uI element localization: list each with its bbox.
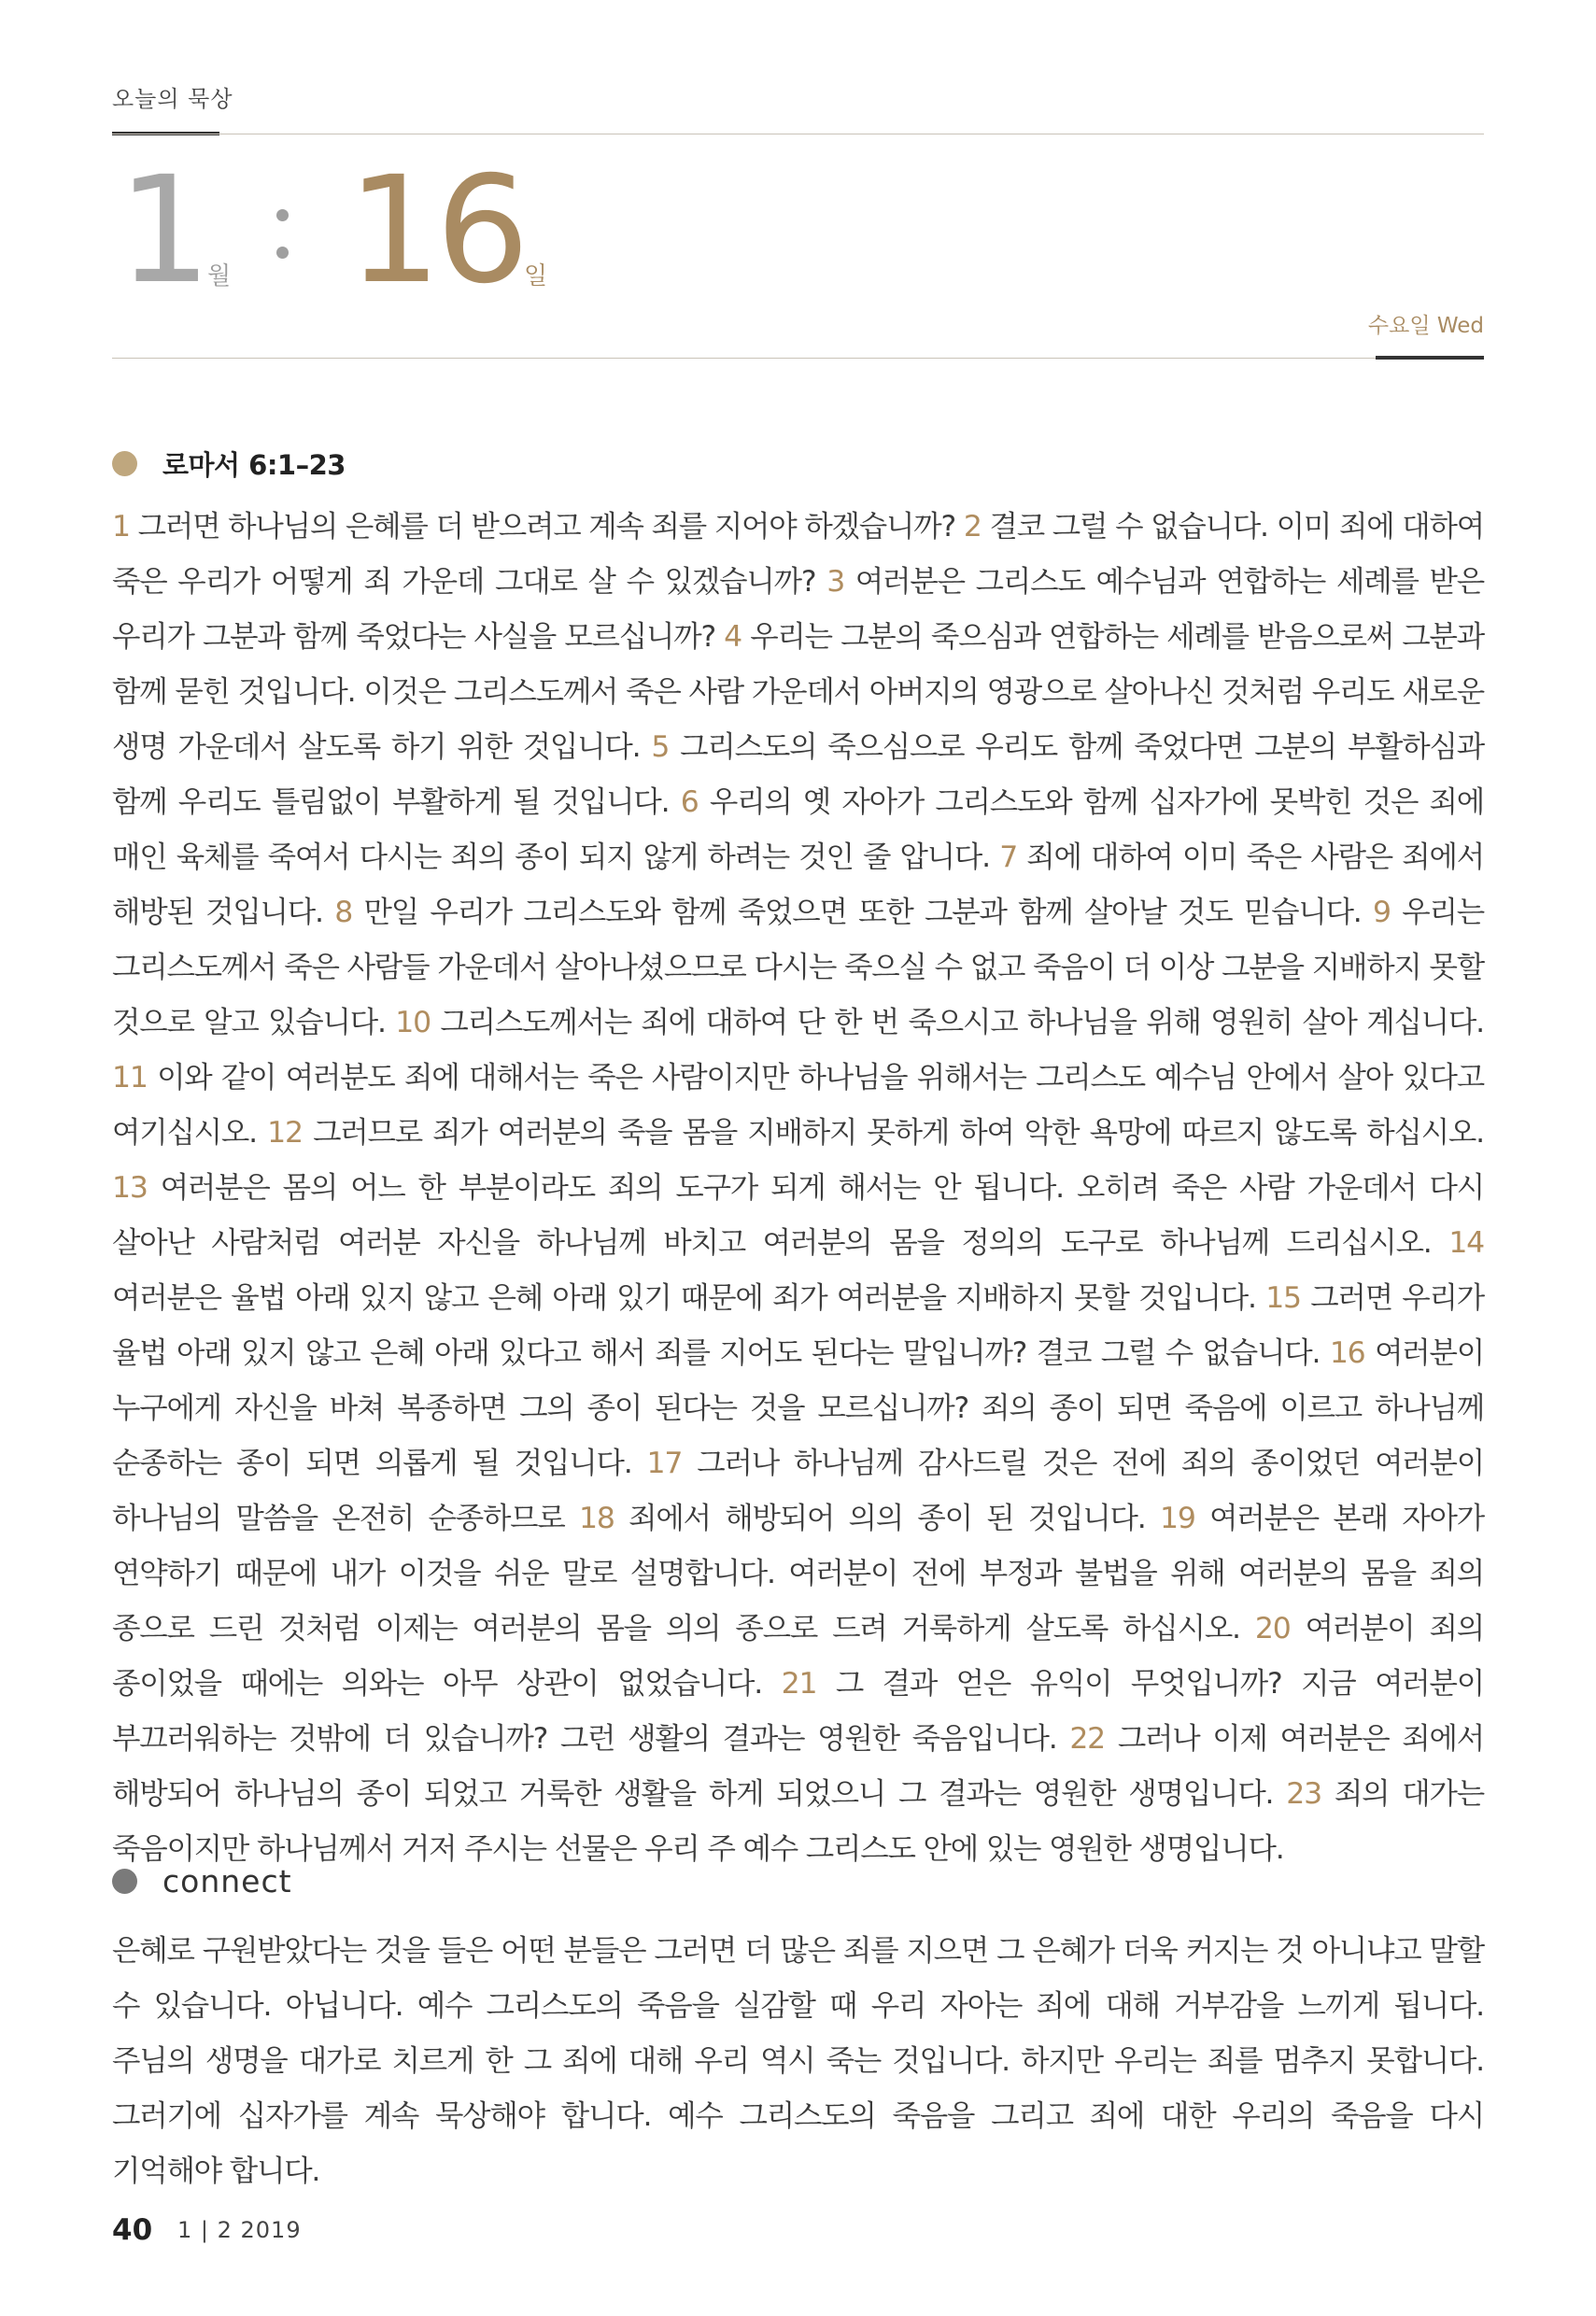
day-unit: 일 [524, 262, 548, 290]
verse-text: 여러분은 그리스도 예수님과 연합하는 세례를 받은 우리가 그분과 함께 죽었다는 사실을 모르십니까? [112, 565, 1484, 654]
day-number: 16 [347, 145, 525, 317]
verse-text: 여러분은 율법 아래 있지 않고 은혜 아래 있기 때문에 죄가 여러분을 지배하지 못할 것입니다. [112, 1281, 1256, 1315]
verse-number: 6 [680, 785, 699, 819]
verse-text: 그러나 하나님께 감사드릴 것은 전에 죄의 종이었던 여러분이 하나님의 말씀을 온전히 순종하므로 [112, 1447, 1484, 1535]
issue-label: 1 | 2 2019 [177, 2217, 302, 2243]
verse-number: 14 [1448, 1226, 1484, 1260]
scripture-bullet-icon [112, 451, 137, 476]
verse-number: 5 [651, 730, 670, 764]
verse-number: 12 [267, 1116, 303, 1150]
verse-text: 여러분은 몸의 어느 한 부분이라도 죄의 도구가 되게 해서는 안 됩니다. 오히려 죽은 사람 가운데서 다시 살아난 사람처럼 여러분 자신을 하나님께 바치고 여러분의 몸을 정의의 도구로 하나님께 드리십시오. [112, 1171, 1484, 1260]
verse-text: 우리는 그리스도께서 죽은 사람들 가운데서 살아나셨으므로 다시는 죽으실 수 없고 죽음이 더 이상 그분을 지배하지 못할 것으로 알고 있습니다. [112, 896, 1484, 1039]
page-number: 40 [112, 2213, 153, 2247]
verse-text: 여러분이 누구에게 자신을 바쳐 복종하면 그의 종이 된다는 것을 모르십니까? 죄의 종이 되면 죽음에 이르고 하나님께 순종하는 종이 되면 의롭게 될 것입니다. [112, 1336, 1484, 1480]
verse-number: 15 [1265, 1281, 1301, 1315]
verse-text: 그러면 하나님의 은혜를 더 받으려고 계속 죄를 지어야 하겠습니까? [137, 510, 955, 544]
verse-number: 11 [112, 1061, 148, 1094]
verse-number: 22 [1069, 1722, 1106, 1756]
verse-number: 19 [1160, 1502, 1195, 1535]
verse-number: 20 [1254, 1612, 1291, 1645]
verse-text: 결코 그럴 수 없습니다. 이미 죄에 대하여 죽은 우리가 어떻게 죄 가운데 그대로 살 수 있겠습니까? [112, 510, 1484, 599]
verse-number: 16 [1329, 1336, 1365, 1370]
verse-text: 이와 같이 여러분도 죄에 대해서는 죽은 사람이지만 하나님을 위해서는 그리스도 예수님 안에서 살아 있다고 여기십시오. [112, 1061, 1484, 1150]
verse-number: 23 [1286, 1777, 1321, 1811]
verse-text: 그리스도의 죽으심으로 우리도 함께 죽었다면 그분의 부활하심과 함께 우리도 틀림없이 부활하게 될 것입니다. [112, 730, 1484, 819]
verse-number: 4 [724, 620, 742, 654]
verse-number: 18 [579, 1502, 614, 1535]
verse-text: 죄에서 해방되어 의의 종이 된 것입니다. [629, 1502, 1146, 1535]
date-rule [112, 358, 1484, 359]
verse-number: 2 [963, 510, 982, 544]
verse-text: 그리스도께서는 죄에 대하여 단 한 번 죽으시고 하나님을 위해 영원히 살아 계십니다. [440, 1006, 1484, 1039]
verse-number: 8 [334, 896, 353, 929]
verse-number: 21 [781, 1667, 817, 1701]
weekday-label: 수요일 Wed [1367, 314, 1484, 338]
scripture-reference: 로마서 6:1–23 [162, 449, 346, 481]
verse-number: 10 [395, 1006, 431, 1039]
verse-text: 우리의 옛 자아가 그리스도와 함께 십자가에 못박힌 것은 죄에 매인 육체를 죽여서 다시는 죄의 종이 되지 않게 하려는 것인 줄 압니다. [112, 785, 1484, 874]
month-unit: 월 [207, 262, 232, 290]
scripture-heading [112, 445, 346, 483]
connect-bullet-icon [112, 1869, 137, 1894]
verse-text: 죄에 대하여 이미 죽은 사람은 죄에서 해방된 것입니다. [112, 840, 1484, 929]
verse-text: 우리는 그분의 죽으심과 연합하는 세례를 받음으로써 그분과 함께 묻힌 것입니다. 이것은 그리스도께서 죽은 사람 가운데서 아버지의 영광으로 살아나신 것처럼 우리도 새로운 생명 가운데서 살도록 하기 위한 것입니다. [112, 620, 1484, 764]
verse-text: 그 결과 얻은 유익이 무엇입니까? 지금 여러분이 부끄러워하는 것밖에 더 있습니까? 그런 생활의 결과는 영원한 죽음입니다. [112, 1667, 1484, 1756]
month-number: 1 [118, 145, 206, 317]
verse-text: 그러면 우리가 율법 아래 있지 않고 은혜 아래 있다고 해서 죄를 지어도 된다는 말입니까? 결코 그럴 수 없습니다. [112, 1281, 1484, 1370]
verse-number: 1 [112, 510, 130, 544]
scripture-body [112, 500, 1484, 1877]
connect-title: connect [162, 1863, 292, 1899]
verse-number: 17 [646, 1447, 683, 1480]
verse-text: 죄의 대가는 죽음이지만 하나님께서 거저 주시는 선물은 우리 주 예수 그리스도 안에 있는 영원한 생명입니다. [112, 1777, 1484, 1866]
verse-text: 여러분은 본래 자아가 연약하기 때문에 내가 이것을 쉬운 말로 설명합니다. 여러분이 전에 부정과 불법을 위해 여러분의 몸을 죄의 종으로 드린 것처럼 이제는 여러분의 몸을 의의 종으로 드려 거룩하게 살도록 하십시오. [112, 1502, 1484, 1645]
verse-number: 3 [826, 565, 845, 599]
verse-number: 7 [999, 840, 1018, 874]
verse-text: 그러나 이제 여러분은 죄에서 해방되어 하나님의 종이 되었고 거룩한 생활을 하게 되었으니 그 결과는 영원한 생명입니다. [112, 1722, 1484, 1811]
verse-text: 그러므로 죄가 여러분의 죽을 몸을 지배하지 못하게 하여 악한 욕망에 따르지 않도록 하십시오. [313, 1116, 1484, 1150]
connect-body: 은혜로 구원받았다는 것을 들은 어떤 분들은 그러면 더 많은 죄를 지으면 그 은혜가 더욱 커지는 것 아니냐고 말할 수 있습니다. 아닙니다. 예수 그리스도의 죽음을 실감할 때 우리 자아는 죄에 대해 거부감을 느끼게 됩니다. 주님의 생명을 대가로 치르게 한 그 죄에 대해 우리 역시 죽는 것입니다. 하지만 우리는 죄를 멈추지 못합니다. 그러기에 십자가를 계속 묵상해야 합니다. 예수 그리스도의 죽음을 그리고 죄에 대한 우리의 죽음을 다시 기억해야 합니다. [112, 1934, 1484, 2188]
date-separator-dot-bottom [276, 247, 289, 259]
connect-heading [112, 1863, 292, 1899]
date-rule-accent [1376, 356, 1484, 360]
verse-text: 만일 우리가 그리스도와 함께 죽었으면 또한 그분과 함께 살아날 것도 믿습니다. [363, 896, 1362, 929]
verse-text: 여러분이 죄의 종이었을 때에는 의와는 아무 상관이 없었습니다. [112, 1612, 1484, 1701]
running-title: 오늘의 묵상 [112, 86, 233, 112]
verse-number: 9 [1373, 896, 1391, 929]
verse-number: 13 [112, 1171, 148, 1205]
date-separator-dot-top [276, 209, 289, 221]
